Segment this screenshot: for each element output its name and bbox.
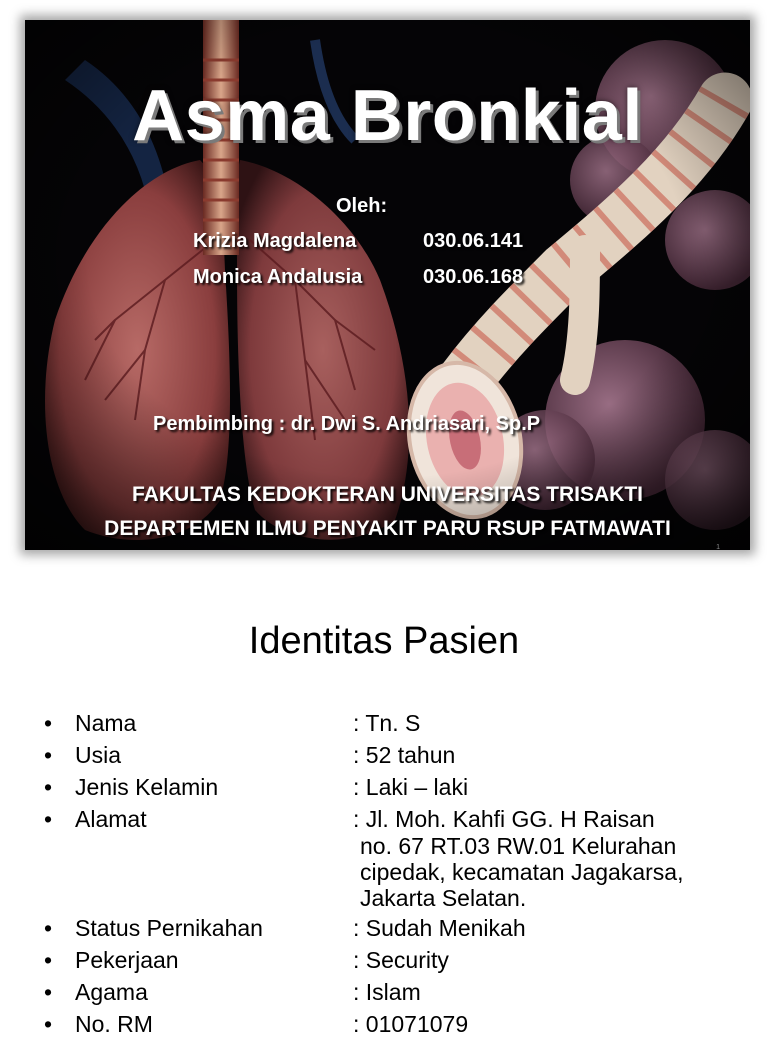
bullet: • bbox=[44, 710, 53, 736]
bullet: • bbox=[44, 947, 53, 973]
field-label: Pekerjaan bbox=[75, 947, 179, 973]
author-id: 030.06.141 bbox=[423, 230, 524, 252]
field-value: : 52 tahun bbox=[353, 742, 456, 768]
field-value: : Laki – laki bbox=[353, 774, 469, 800]
slide-title: Asma Bronkial bbox=[132, 76, 643, 156]
field-label: Alamat bbox=[75, 806, 147, 832]
author-name: Krizia Magdalena bbox=[193, 230, 357, 252]
field-value: : Islam bbox=[353, 979, 421, 1005]
field-value: : 01071079 bbox=[353, 1011, 469, 1037]
supervisor-text: Pembimbing : dr. Dwi S. Andriasari, Sp.P bbox=[153, 413, 541, 435]
patient-identity-slide bbox=[0, 590, 768, 1037]
faculty-text: FAKULTAS KEDOKTERAN UNIVERSITAS TRISAKTI bbox=[131, 483, 643, 506]
address-continuation: no. 67 RT.03 RW.01 Kelurahan bbox=[360, 833, 677, 859]
bullet: • bbox=[44, 979, 53, 1005]
field-label: Usia bbox=[75, 742, 122, 768]
bullet: • bbox=[44, 915, 53, 941]
slide-title: Identitas Pasien bbox=[248, 620, 520, 662]
address-continuation: Jakarta Selatan. bbox=[360, 885, 527, 911]
field-label: Jenis Kelamin bbox=[75, 774, 219, 800]
title-slide bbox=[25, 20, 750, 550]
author-id: 030.06.168 bbox=[423, 266, 524, 288]
field-value: : Sudah Menikah bbox=[353, 915, 526, 941]
bullet: • bbox=[44, 806, 53, 832]
field-label: Nama bbox=[75, 710, 137, 736]
field-value: : Tn. S bbox=[353, 710, 421, 736]
oleh-label: Oleh: bbox=[336, 195, 388, 217]
field-label: No. RM bbox=[75, 1011, 153, 1037]
field-value: : Jl. Moh. Kahfi GG. H Raisan bbox=[353, 806, 655, 832]
field-label: Status Pernikahan bbox=[75, 915, 263, 941]
author-name: Monica Andalusia bbox=[193, 266, 363, 288]
field-label: Agama bbox=[75, 979, 148, 1005]
bullet: • bbox=[44, 1011, 53, 1037]
field-value: : Security bbox=[353, 947, 449, 973]
slide-page-number: 1 bbox=[716, 544, 720, 550]
bullet: • bbox=[44, 742, 53, 768]
department-text: DEPARTEMEN ILMU PENYAKIT PARU RSUP FATMAWATI bbox=[104, 517, 671, 540]
bullet: • bbox=[44, 774, 53, 800]
address-continuation: cipedak, kecamatan Jagakarsa, bbox=[360, 859, 684, 885]
